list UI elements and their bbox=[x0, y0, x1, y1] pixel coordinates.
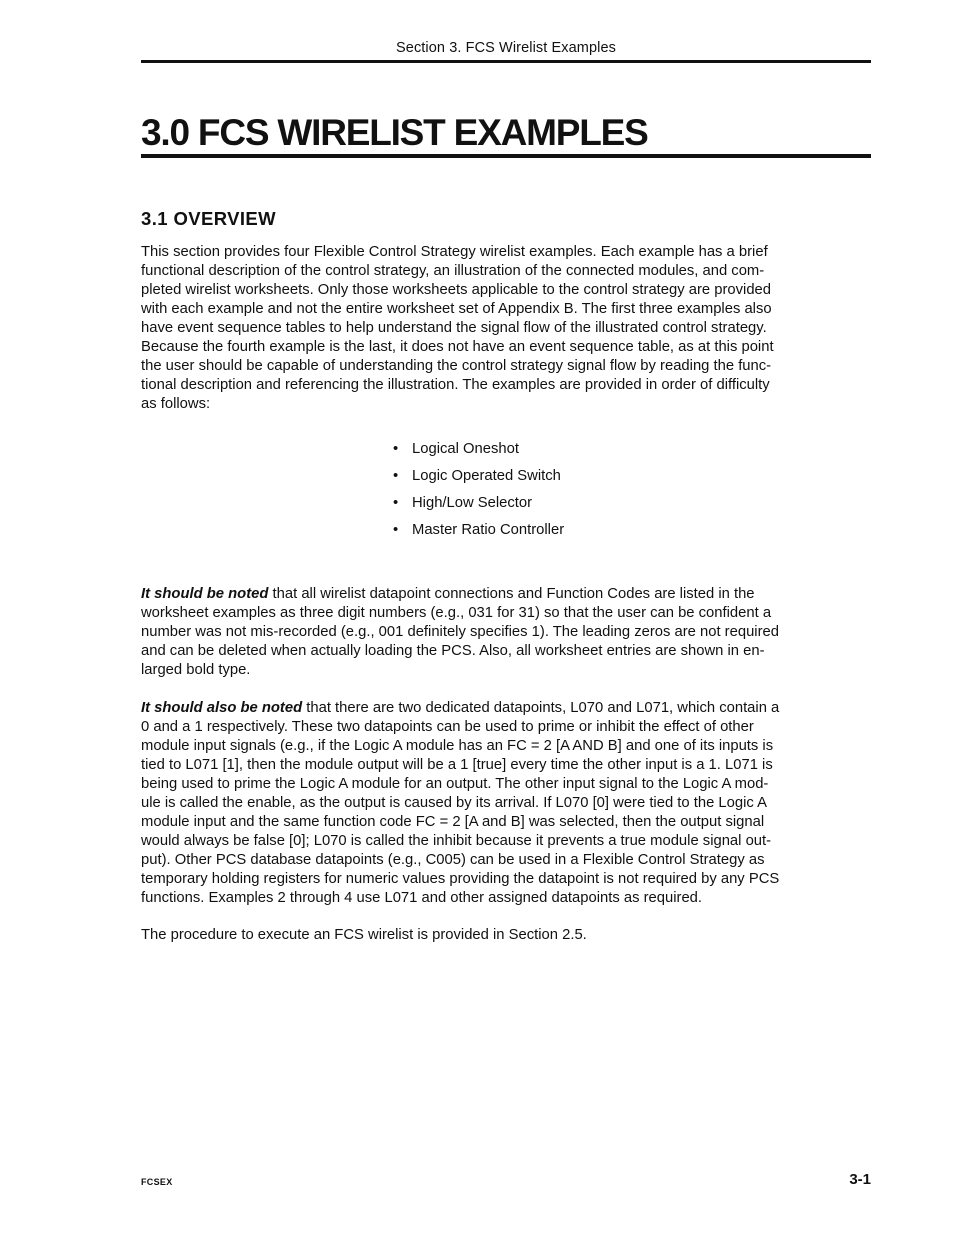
bullet-icon: • bbox=[393, 441, 399, 457]
note-lead: It should be noted bbox=[141, 586, 269, 602]
text-line: larged bold type. bbox=[141, 662, 251, 678]
list-item: • Logical Oneshot bbox=[393, 441, 519, 457]
text-line: have event sequence tables to help understand the signal flow of the illustrated control strategy. bbox=[141, 320, 767, 336]
note-paragraph-2: It should also be noted that there are two dedicated datapoints, L070 and L071, which contain a 0 and a 1 respectively. These two datapoints can be used to prime or inhibit the effect of other module input signals (e.g., if the Logic A module has an FC = 2 [A AND B] and one of its inputs is tied to L071 [1], then the module output will be a 1 [true] every time the other input is a 1. L071 is being used to prime the Logic A module for an output. The other input signal to the Logic A mod- ule is called the enable, as the output is caused by its arrival. If L070 [0] were tied to the Logic A module input and the same function code FC = 2 [A and B] was selected, then the output signal would always be false [0]; L070 is called the inhibit because it prevents a true module signal out- put). Other PCS database datapoints (e.g., C005) can be used in a Flexible Control Strategy as temporary holding registers for numeric values providing the datapoint is not required by any PCS functions. Examples 2 through 4 use L071 and other assigned datapoints as required. bbox=[141, 699, 871, 908]
bullet-icon: • bbox=[393, 495, 399, 511]
text-line: ule is called the enable, as the output is caused by its arrival. If L070 [0] were tied to the Logic A bbox=[141, 795, 767, 811]
chapter-title: 3.0 FCS WIRELIST EXAMPLES bbox=[141, 112, 648, 153]
procedure-paragraph: The procedure to execute an FCS wirelist is provided in Section 2.5. bbox=[141, 927, 587, 943]
title-rule bbox=[141, 154, 871, 158]
text-line: module input signals (e.g., if the Logic A module has an FC = 2 [A AND B] and one of its inputs is bbox=[141, 738, 774, 754]
text-line: tional description and referencing the illustration. The examples are provided in order of difficulty bbox=[141, 377, 770, 393]
examples-list bbox=[393, 440, 564, 548]
text-line: as follows: bbox=[141, 396, 211, 412]
text-line: and can be deleted when actually loading the PCS. Also, all worksheet entries are shown in en- bbox=[141, 643, 765, 659]
page-number: 3-1 bbox=[849, 1171, 871, 1188]
text-line: tied to L071 [1], then the module output will be a 1 [true] every time the other input is a 1. L071 is bbox=[141, 757, 773, 773]
list-item: • High/Low Selector bbox=[393, 495, 533, 511]
bullet-icon: • bbox=[393, 522, 399, 538]
note-paragraph-1: It should be noted that all wirelist datapoint connections and Function Codes are listed in the worksheet examples as three digit numbers (e.g., 031 for 31) so that the user can be confident a number was not mis-recorded (e.g., 001 definitely specifies 1). The leading zeros are not required and can be deleted when actually loading the PCS. Also, all worksheet entries are shown in en- larged bold type. bbox=[141, 585, 871, 680]
bullet-icon: • bbox=[393, 468, 399, 484]
text-line: number was not mis-recorded (e.g., 001 definitely specifies 1). The leading zeros are not required bbox=[141, 624, 779, 640]
running-header: Section 3. FCS Wirelist Examples bbox=[396, 40, 616, 56]
list-item: • Logic Operated Switch bbox=[393, 468, 561, 484]
text-line: This section provides four Flexible Control Strategy wirelist examples. Each example has a brief bbox=[141, 244, 768, 260]
text-line: with each example and not the entire worksheet set of Appendix B. The first three examples also bbox=[141, 301, 772, 317]
section-heading: 3.1 OVERVIEW bbox=[141, 208, 277, 229]
list-item: • Master Ratio Controller bbox=[393, 522, 565, 538]
text-line: module input and the same function code FC = 2 [A and B] was selected, then the output signal bbox=[141, 814, 765, 830]
text-line: being used to prime the Logic A module for an output. The other input signal to the Logic A mod- bbox=[141, 776, 769, 792]
text-line: functional description of the control strategy, an illustration of the connected modules, and com- bbox=[141, 263, 765, 279]
text-line: temporary holding registers for numeric values providing the datapoint is not required by any PCS bbox=[141, 871, 780, 887]
text-line: Because the fourth example is the last, it does not have an event sequence table, as at this point bbox=[141, 339, 774, 355]
document-code: FCSEX bbox=[141, 1177, 173, 1187]
text-line: put). Other PCS database datapoints (e.g., C005) can be used in a Flexible Control Strategy as bbox=[141, 852, 765, 868]
text-line: functions. Examples 2 through 4 use L071 and other assigned datapoints as required. bbox=[141, 890, 703, 906]
text-line: 0 and a 1 respectively. These two datapoints can be used to prime or inhibit the effect of other bbox=[141, 719, 754, 735]
text-line: worksheet examples as three digit numbers (e.g., 031 for 31) so that the user can be confident a bbox=[141, 605, 772, 621]
header-rule bbox=[141, 60, 871, 63]
text-line: the user should be capable of understanding the control strategy signal flow by reading the func- bbox=[141, 358, 772, 374]
text-line: pleted wirelist worksheets. Only those worksheets applicable to the control strategy are provided bbox=[141, 282, 772, 298]
note-lead: It should also be noted bbox=[141, 700, 303, 716]
text-line: would always be false [0]; L070 is called the inhibit because it prevents a true module signal out- bbox=[141, 833, 772, 849]
intro-paragraph bbox=[141, 243, 871, 414]
